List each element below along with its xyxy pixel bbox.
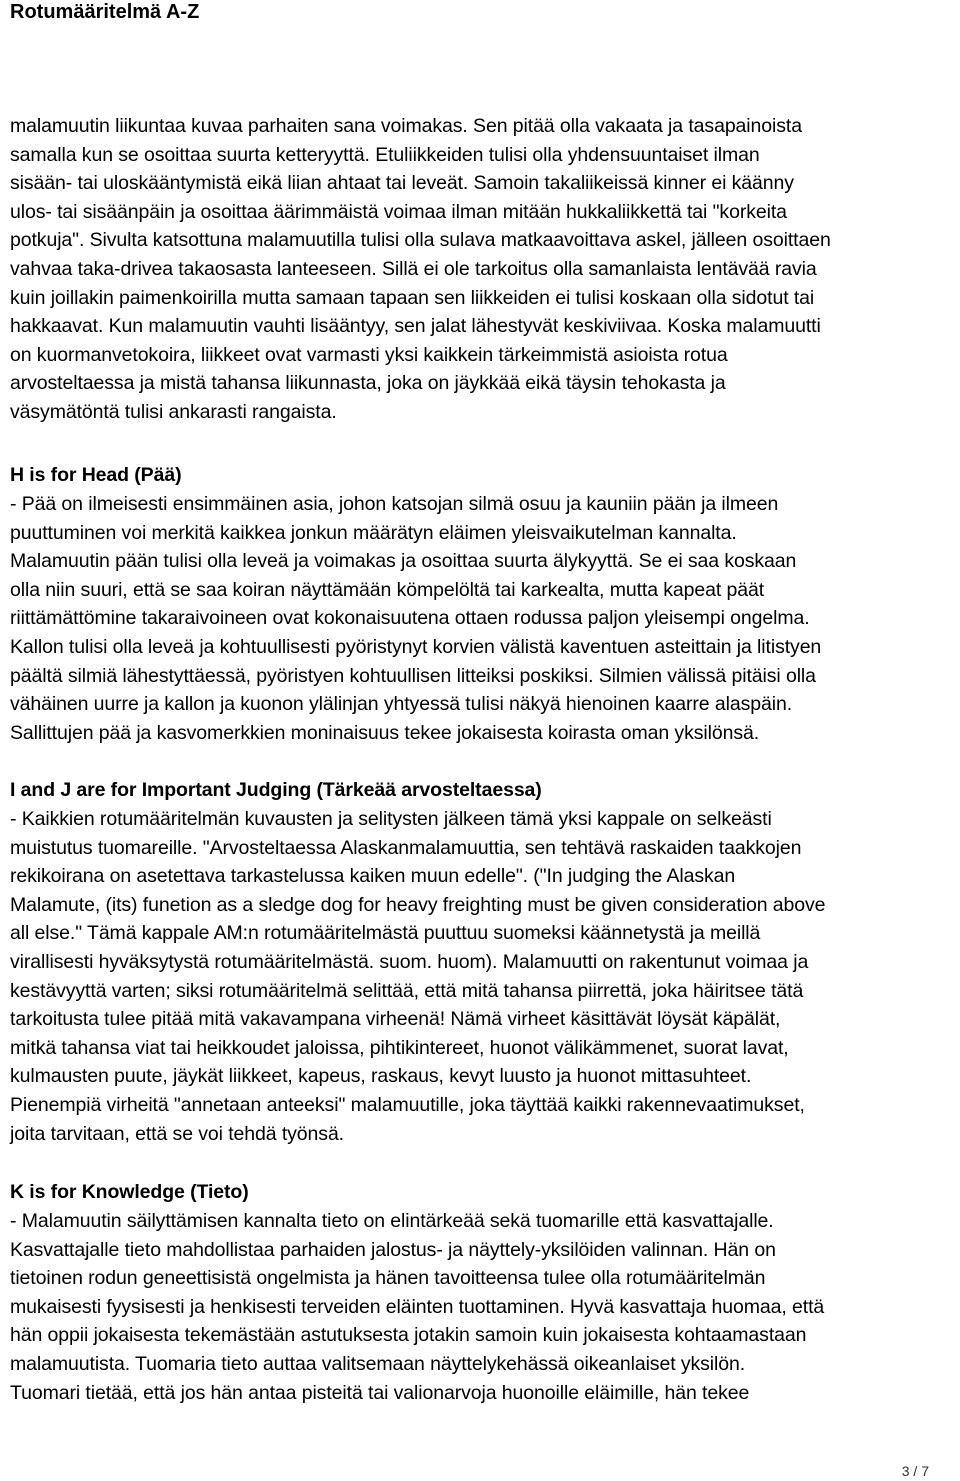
section-heading: K is for Knowledge (Tieto) [10,1181,249,1203]
section-i-j-judging [10,775,954,1148]
section-body: - Malamuutin säilyttämisen kannalta tieto on elintärkeää sekä tuomarille että kasvattajalle. Kasvattajalle tieto mahdollistaa parhaiden jalostus- ja näyttely-yksilöiden valinnan. Hän on tietoinen rodun geneettisistä ongelmista ja hänen tavoitteensa tulee olla rotumääritelmän mukaisesti fyysisesti ja henkisesti terveiden eläinten tuottaminen. Hyvä kasvattaja huomaa, että hän oppii jokaisesta tekemästään astutuksesta jotakin samoin kuin jokaisesta kohtaamastaan malamuutista. Tuomaria tieto auttaa valitsemaan näyttelykehässä oikeanlaiset yksilön. Tuomari tietää, että jos hän antaa pisteitä tai valionarvoja huonoille eläimille, hän tekee [10,1210,825,1404]
page-number: 3 / 7 [901,1463,929,1479]
section-heading: I and J are for Important Judging (Tärkeää arvosteltaessa) [10,779,542,801]
section-heading: H is for Head (Pää) [10,464,182,486]
section-h-head [10,460,954,747]
section-body: - Pää on ilmeisesti ensimmäinen asia, johon katsojan silmä osuu ja kauniin pään ja ilmeen puuttuminen voi merkitä kaikkea jonkun määrätyn eläimen yleisvaikutelman kannalta. Malamuutin pään tulisi olla leveä ja voimakas ja osoittaa suurta älykyyttä. Se ei saa koskaan olla niin suuri, että se saa koiran näyttämään kömpelöltä tai karkealta, mutta kapeat päät riittämättömine takaraivoineen ovat kokonaisuutena ottaen rodussa paljon yleisempi ongelma. Kallon tulisi olla leveä ja kohtuullisesti pyöristynyt korvien välistä kaventuen asteittain ja litistyen päältä silmiä lähestyttäessä, pyöristyen kohtuullisen litteiksi poskiksi. Silmien välissä pitäisi olla vähäinen uurre ja kallon ja kuonon ylälinjan yhtyessä tulisi näkyä hienoinen kaarre alaspäin. Sallittujen pää ja kasvomerkkien moninaisuus tekee jokaisesta koirasta oman yksilönsä. [10,493,822,744]
section-body: - Kaikkien rotumääritelmän kuvausten ja selitysten jälkeen tämä yksi kappale on selkeästi muistutus tuomareille. "Arvosteltaessa Alaskanmalamuuttia, sen tehtävä raskaiden taakkojen rekikoirana on asetettava tarkastelussa kaiken muun edelle". ("In judging the Alaskan Malamute, (its) funetion as a sledge dog for heavy freighting must be given consideration above all else." Tämä kappale AM:n rotumääritelmästä puuttuu suomeksi käännetystä ja meillä virallisesti hyväksytystä rotumääritelmästä. suom. huom). Malamuutti on rakentunut voimaa ja kestävyyttä varten; siksi rotumääritelmä selittää, että mitä tahansa piirrettä, joka häiritsee tätä tarkoitusta tulee pitää mitä vakavampana virheenä! Nämä virheet käsittävät löysät käpälät, mitkä tahansa viat tai heikkoudet jaloissa, pihtikintereet, huonot välikämmenet, suorat lavat, kulmausten puute, jäykät liikkeet, kapeus, raskaus, kevyt luusto ja huonot mittasuhteet. Pienempiä virheitä "annetaan anteeksi" malamuutille, joka täyttää kaikki rakennevaatimukset, joita tarvitaan, että se voi tehdä työnsä. [10,808,826,1145]
intro-paragraph: malamuutin liikuntaa kuvaa parhaiten sana voimakas. Sen pitää olla vakaata ja tasapainoista samalla kun se osoittaa suurta ketteryyttä. Etuliikkeiden tulisi olla yhdensuuntaiset ilman sisään- tai uloskääntymistä eikä liian ahtaat tai leveät. Samoin takaliikeissä kinner ei käänny ulos- tai sisäänpäin ja osoittaa äärimmäistä voimaa ilman mitään hukkaliikkettä tai "korkeita potkuja". Sivulta katsottuna malamuutilla tulisi olla sulava matkaavoittava askel, jälleen osoittaen vahvaa taka-drivea takaosasta lanteeseen. Sillä ei ole tarkoitus olla samanlaista lentävää ravia kuin joillakin paimenkoirilla mutta samaan tapaan sen liikkeiden ei tulisi koskaan olla sidotut tai hakkaavat. Kun malamuutin vauhti lisääntyy, sen jalat lähestyvät keskiviivaa. Koska malamuutti on kuormanvetokoira, liikkeet ovat varmasti yksi kaikkein tärkeimmistä asioista rotua arvosteltaessa ja mistä tahansa liikunnasta, joka on jäykkää eikä täysin tehokasta ja väsymätöntä tulisi ankarasti rangaista. [10,115,831,423]
section-k-knowledge [10,1177,954,1407]
page-title: Rotumääritelmä A-Z [10,1,200,23]
